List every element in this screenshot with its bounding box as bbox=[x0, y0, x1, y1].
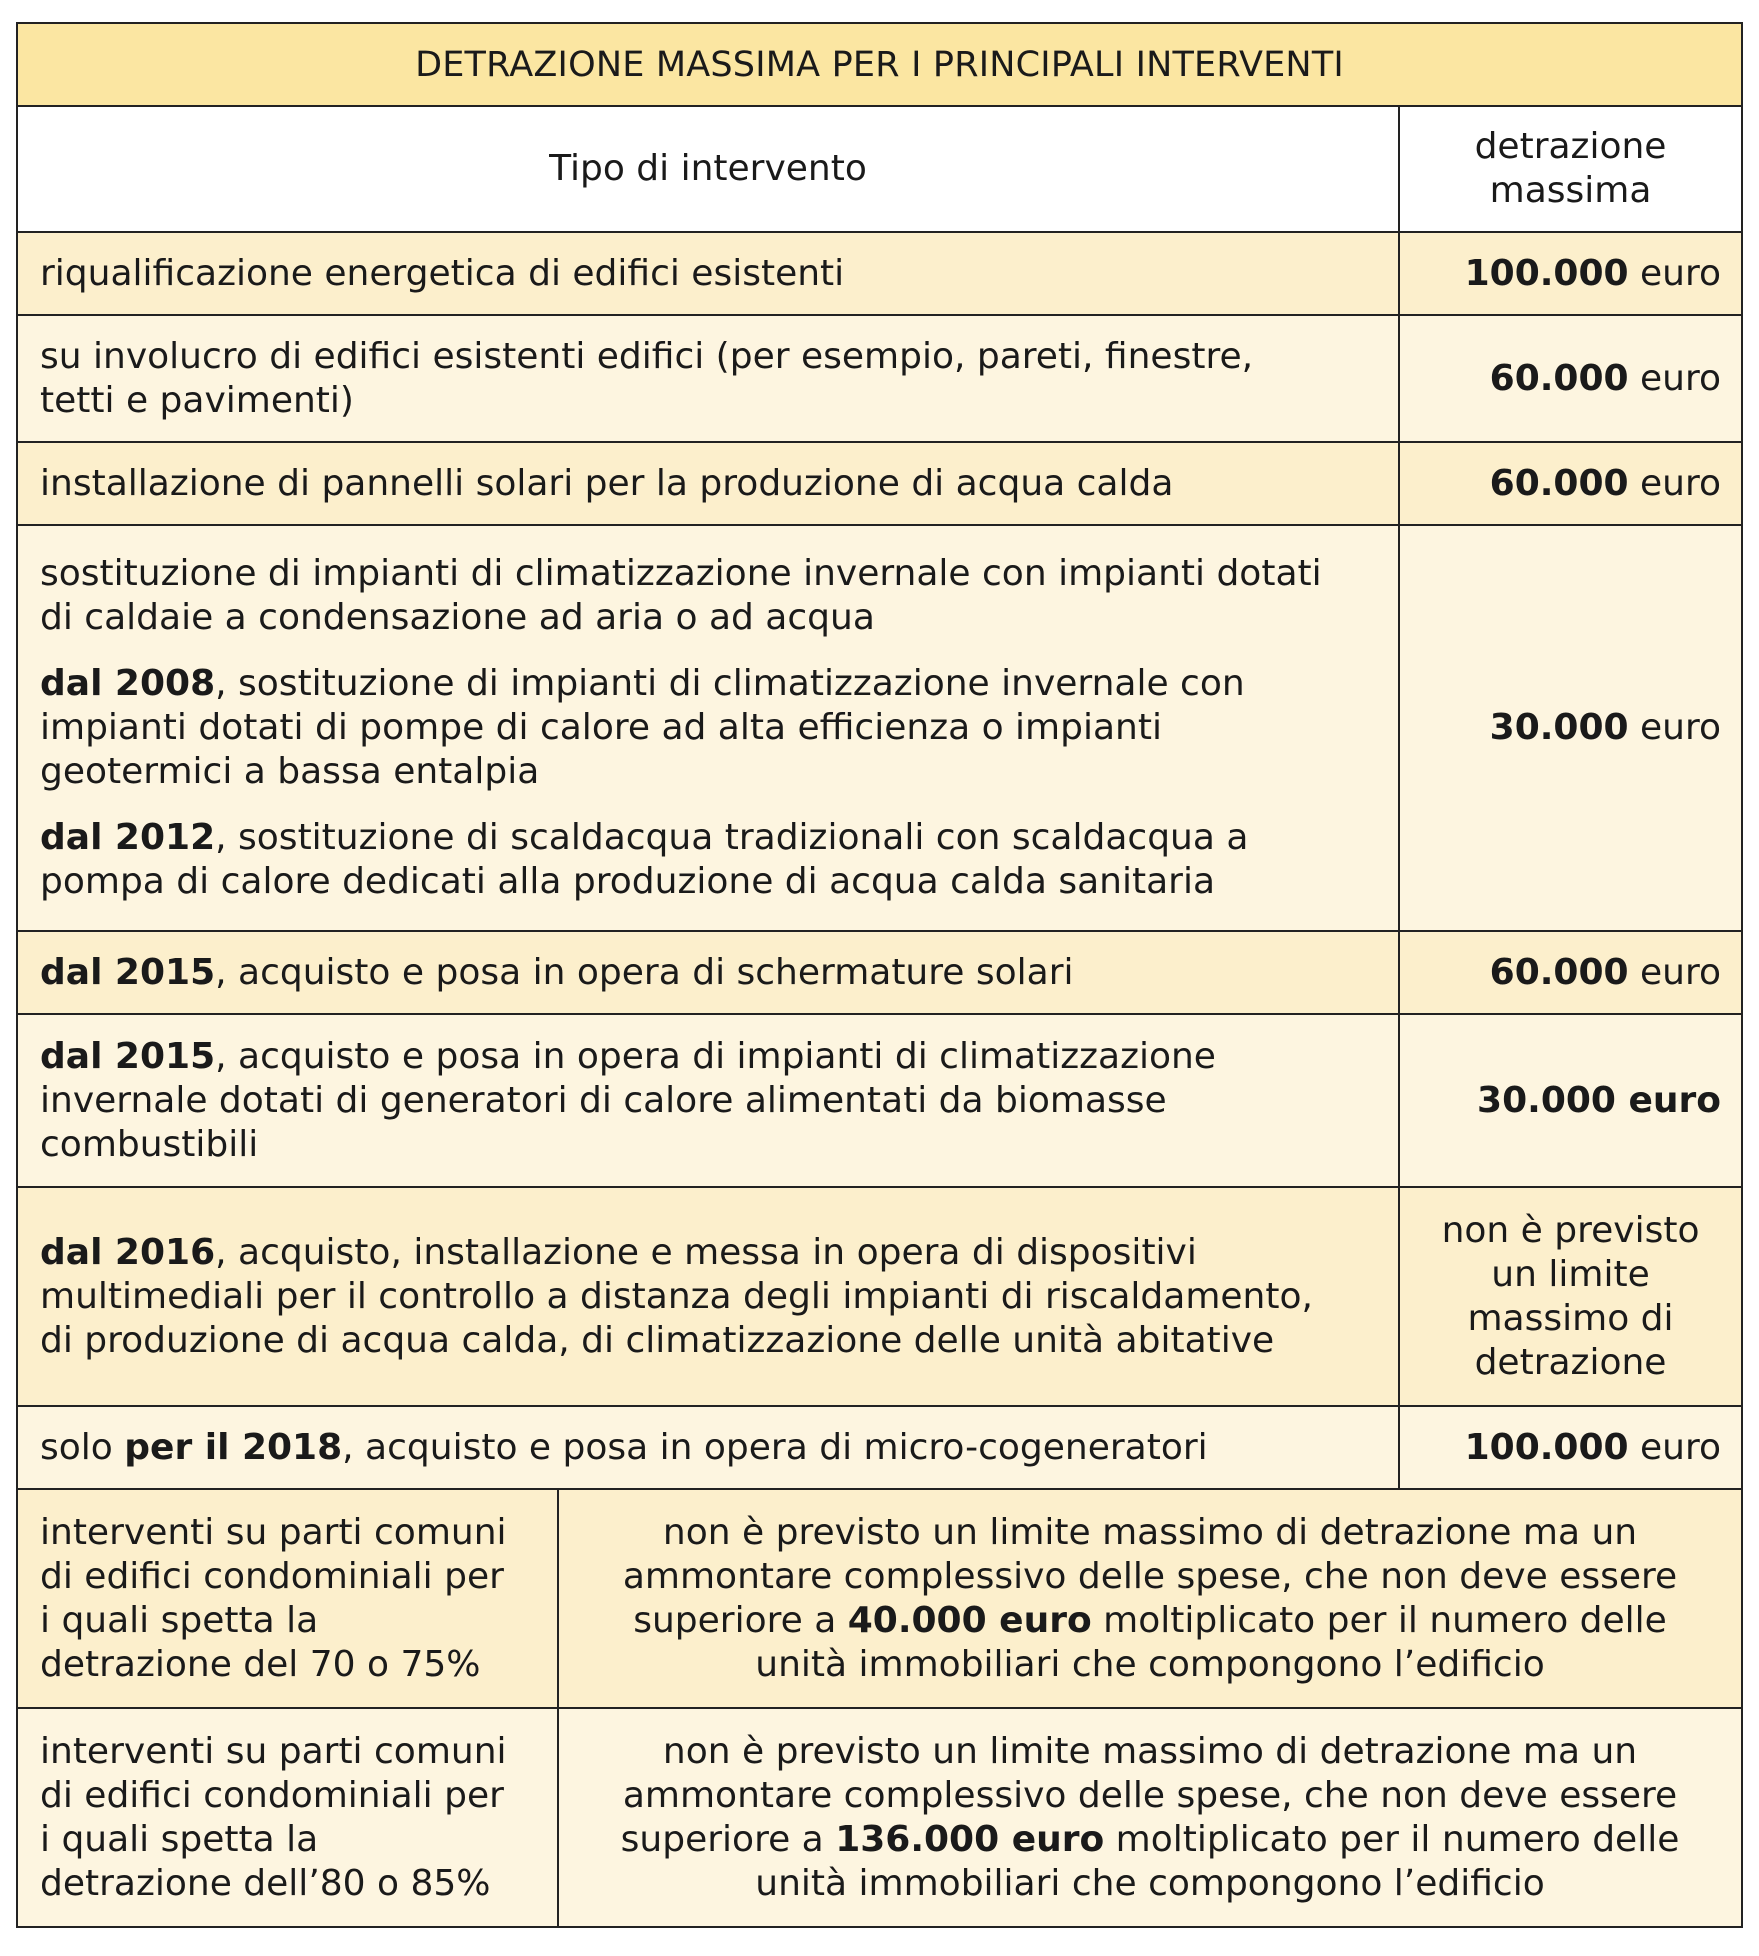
amount-unit: euro bbox=[1628, 462, 1722, 504]
amount-value: 30.000 bbox=[1489, 707, 1629, 748]
amount-unit: euro bbox=[1628, 252, 1722, 294]
value-line: non è previsto un limite massimo di detrazione ma un bbox=[662, 1730, 1638, 1772]
deductions-table bbox=[16, 22, 1743, 1928]
amount-value: 60.000 bbox=[1489, 357, 1629, 399]
desc-line: sostituzione di impianti di climatizzazione invernale con impianti dotati bbox=[40, 553, 1322, 594]
row-description bbox=[17, 1406, 1399, 1489]
desc-line: pompa di calore dedicati alla produzione di acqua calda sanitaria bbox=[40, 861, 1216, 902]
desc-line: di edifici condominiali per bbox=[40, 1774, 504, 1816]
desc-line: i quali spetta la bbox=[40, 1818, 319, 1860]
row-description bbox=[17, 1708, 558, 1927]
value-line: ammontare complessivo delle spese, che non deve essere bbox=[622, 1774, 1678, 1816]
desc-text: , sostituzione di impianti di climatizzazione invernale con bbox=[215, 663, 1245, 704]
desc-line: detrazione del 70 o 75% bbox=[40, 1643, 481, 1685]
value-line: non è previsto un limite massimo di detrazione ma un bbox=[662, 1511, 1638, 1553]
header-max-line2: massima bbox=[1489, 170, 1652, 211]
amount-value: 30.000 euro bbox=[1477, 1079, 1722, 1121]
value-line: unità immobiliari che compongono l’edificio bbox=[755, 1862, 1545, 1904]
value-text: superiore a bbox=[633, 1599, 848, 1641]
title-row bbox=[17, 23, 1742, 106]
value-line: unità immobiliari che compongono l’edificio bbox=[755, 1643, 1545, 1685]
row-amount bbox=[1399, 232, 1742, 315]
header-max-deduction bbox=[1399, 106, 1742, 232]
amount-value: 136.000 euro bbox=[835, 1818, 1105, 1860]
year-label: dal 2012 bbox=[40, 817, 216, 858]
value-text: moltiplicato per il numero delle bbox=[1091, 1599, 1667, 1641]
amount-value: 100.000 bbox=[1464, 252, 1629, 294]
amount-unit: euro bbox=[1628, 951, 1722, 993]
desc-line: geotermici a bassa entalpia bbox=[40, 751, 540, 792]
desc-line: i quali spetta la bbox=[40, 1599, 319, 1641]
table-row bbox=[17, 525, 1742, 931]
row-amount bbox=[1399, 315, 1742, 442]
value-line: massimo di bbox=[1467, 1297, 1674, 1339]
desc-line bbox=[40, 1035, 1376, 1079]
desc-line: interventi su parti comuni bbox=[40, 1511, 507, 1553]
desc-line: su involucro di edifici esistenti edifici (per esempio, pareti, finestre, bbox=[40, 335, 1254, 377]
desc-line bbox=[40, 816, 1376, 860]
desc-line: di caldaie a condensazione ad aria o ad acqua bbox=[40, 597, 875, 638]
value-line bbox=[579, 1818, 1721, 1862]
row-amount bbox=[1399, 1406, 1742, 1489]
desc-text: , acquisto, installazione e messa in opera di dispositivi bbox=[215, 1231, 1197, 1273]
desc-line: multimediali per il controllo a distanza degli impianti di riscaldamento, bbox=[40, 1275, 1313, 1317]
desc-line: detrazione dell’80 o 85% bbox=[40, 1862, 491, 1904]
header-type: Tipo di intervento bbox=[17, 106, 1399, 232]
desc-line: interventi su parti comuni bbox=[40, 1730, 507, 1772]
year-label: dal 2008 bbox=[40, 663, 216, 704]
row-amount bbox=[1399, 931, 1742, 1014]
table-row bbox=[17, 1708, 1742, 1927]
amount-unit: euro bbox=[1628, 1426, 1722, 1468]
deductions-table-container bbox=[16, 22, 1741, 1928]
amount-value: 60.000 bbox=[1489, 462, 1629, 504]
desc-text: , acquisto e posa in opera di micro-cogeneratori bbox=[342, 1426, 1208, 1468]
table-title: DETRAZIONE MASSIMA PER I PRINCIPALI INTERVENTI bbox=[17, 23, 1742, 106]
row-amount bbox=[1399, 442, 1742, 525]
row-amount bbox=[558, 1708, 1742, 1927]
amount-value: 100.000 bbox=[1464, 1426, 1629, 1468]
amount-value: 60.000 bbox=[1489, 951, 1629, 993]
desc-line bbox=[40, 1231, 1376, 1275]
header-max-line1: detrazione bbox=[1474, 126, 1667, 167]
desc-text: , acquisto e posa in opera di impianti di climatizzazione bbox=[215, 1035, 1216, 1077]
desc-line: invernale dotati di generatori di calore alimentati da biomasse bbox=[40, 1079, 1167, 1121]
year-label: per il 2018 bbox=[124, 1426, 343, 1468]
amount-unit: euro bbox=[1628, 707, 1722, 748]
table-row bbox=[17, 232, 1742, 315]
desc-text: , sostituzione di scaldacqua tradizionali con scaldacqua a bbox=[215, 817, 1249, 858]
table-row bbox=[17, 931, 1742, 1014]
desc-line: tetti e pavimenti) bbox=[40, 379, 354, 421]
row-amount bbox=[1399, 1187, 1742, 1406]
desc-line: di produzione di acqua calda, di climatizzazione delle unità abitative bbox=[40, 1319, 1275, 1361]
row-description bbox=[17, 1489, 558, 1708]
table-row bbox=[17, 1489, 1742, 1708]
row-amount bbox=[558, 1489, 1742, 1708]
value-line: un limite bbox=[1491, 1253, 1650, 1295]
desc-line: combustibili bbox=[40, 1123, 259, 1165]
table-row bbox=[17, 315, 1742, 442]
year-label: dal 2015 bbox=[40, 1035, 216, 1077]
desc-line: impianti dotati di pompe di calore ad alta efficienza o impianti bbox=[40, 707, 1162, 748]
value-text: moltiplicato per il numero delle bbox=[1104, 1818, 1680, 1860]
table-row bbox=[17, 1187, 1742, 1406]
desc-text: solo bbox=[40, 1426, 125, 1468]
row-description bbox=[17, 525, 1399, 931]
row-description bbox=[17, 1014, 1399, 1187]
row-description bbox=[17, 315, 1399, 442]
amount-value: 40.000 euro bbox=[847, 1599, 1092, 1641]
row-amount bbox=[1399, 1014, 1742, 1187]
table-row bbox=[17, 1014, 1742, 1187]
row-description: riqualificazione energetica di edifici esistenti bbox=[17, 232, 1399, 315]
value-line: non è previsto bbox=[1441, 1209, 1700, 1251]
value-text: superiore a bbox=[620, 1818, 836, 1860]
value-line: ammontare complessivo delle spese, che non deve essere bbox=[622, 1555, 1678, 1597]
year-label: dal 2015 bbox=[40, 951, 216, 993]
row-description bbox=[17, 1187, 1399, 1406]
row-description: installazione di pannelli solari per la produzione di acqua calda bbox=[17, 442, 1399, 525]
value-line: detrazione bbox=[1474, 1341, 1667, 1383]
year-label: dal 2016 bbox=[40, 1231, 216, 1273]
desc-line: di edifici condominiali per bbox=[40, 1555, 504, 1597]
amount-unit: euro bbox=[1628, 357, 1722, 399]
row-amount bbox=[1399, 525, 1742, 931]
table-row bbox=[17, 442, 1742, 525]
row-description bbox=[17, 931, 1399, 1014]
desc-text: , acquisto e posa in opera di schermature solari bbox=[215, 951, 1074, 993]
header-row bbox=[17, 106, 1742, 232]
value-line bbox=[579, 1599, 1721, 1643]
table-row bbox=[17, 1406, 1742, 1489]
desc-line bbox=[40, 662, 1376, 706]
